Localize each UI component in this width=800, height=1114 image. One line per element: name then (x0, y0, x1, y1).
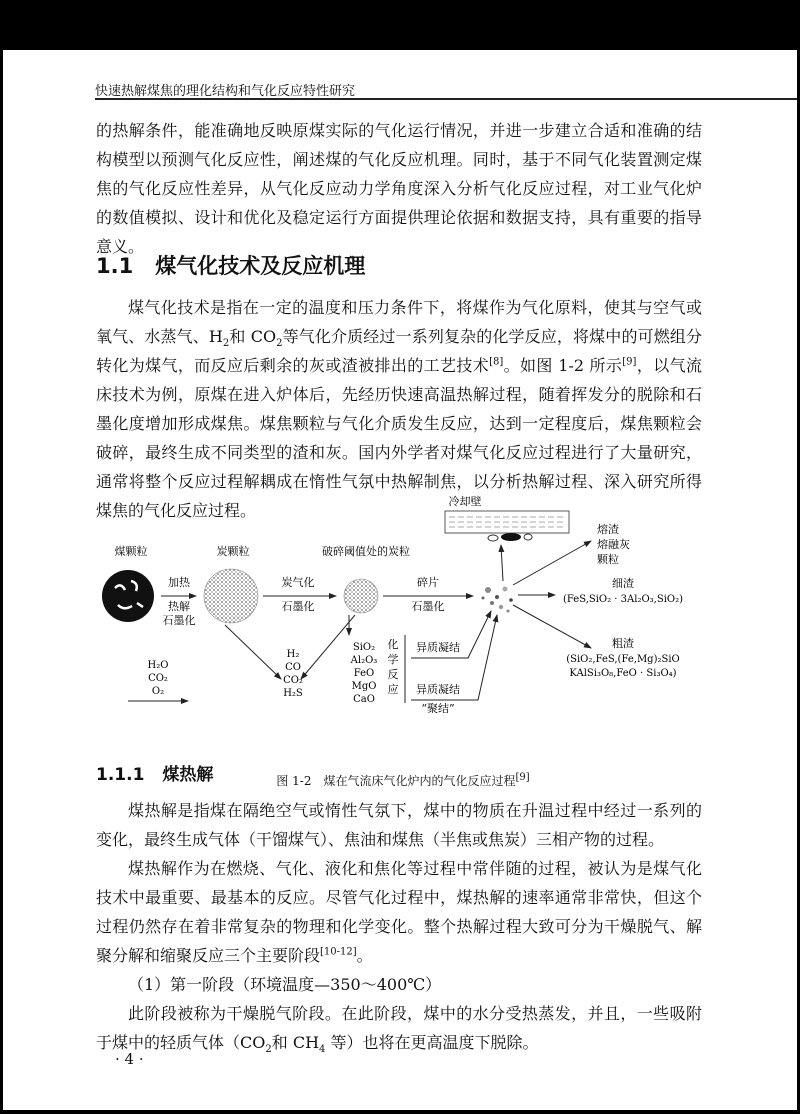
stage-paragraph: 此阶段被称为干燥脱气阶段。在此阶段，煤中的水分受热蒸发，并且，一些吸附于煤中的轻质气体（$CO_2$和 $CH_4$ 等）也将在更高温度下脱除。 (96, 1004, 702, 1056)
book-page (3, 50, 797, 1110)
citation: [8] (489, 356, 504, 368)
svg-text:H₂O: H₂O (147, 660, 169, 671)
svg-text:石墨化: 石墨化 (411, 600, 445, 613)
slag-label-3: 颗粒 (597, 553, 619, 566)
fragments (482, 587, 513, 613)
gas-products (283, 649, 303, 699)
broken-char-particle (344, 579, 378, 613)
svg-text:石墨化: 石墨化 (162, 614, 196, 627)
header-rule (95, 98, 797, 100)
svg-text:(FeS,SiO₂ · 3Al₂O₃,SiO₂): (FeS,SiO₂ · 3Al₂O₃,SiO₂) (562, 594, 684, 605)
svg-text:细渣: 细渣 (612, 577, 634, 590)
svg-text:化: 化 (387, 638, 399, 651)
gasifying-agents (148, 660, 169, 697)
char-particle (204, 569, 258, 623)
section-title: 煤气化技术及反应机理 (155, 254, 366, 278)
svg-text:异质凝结: 异质凝结 (416, 641, 460, 654)
section-heading (96, 250, 365, 280)
stage-item: （1）第一阶段（环境温度—350～400℃） (128, 975, 442, 994)
subsection-heading (96, 760, 213, 785)
svg-text:CO₂: CO₂ (148, 673, 168, 684)
chem-reaction-label (388, 637, 399, 696)
svg-text:热解: 热解 (168, 600, 190, 613)
subsection-number: 1.1.1 (96, 765, 145, 785)
char-particle-label: 炭颗粒 (216, 545, 250, 558)
slag-label-2: 熔融灰 (597, 538, 630, 551)
svg-text:CO₂: CO₂ (283, 675, 303, 686)
svg-text:H₂S: H₂S (283, 688, 303, 699)
svg-text:MgO: MgO (351, 681, 377, 692)
intro-paragraph: 的热解条件，能准确地反映原煤实际的气化运行情况，并进一步建立合适和准确的结构模型以预测气化反应性，阐述煤的气化反应机理。同时，基于不同气化装置测定煤焦的气化反应性差异，从气化反应动力学角度深入分析气化反应过程，对工业气化炉的数值模拟、设计和优化及稳定运行方面提供理论依据和数据支持，具有重要的指导意义。 (96, 121, 702, 256)
svg-text:粗渣: 粗渣 (612, 637, 634, 650)
svg-text:SiO₂: SiO₂ (352, 642, 376, 653)
svg-text:石墨化: 石墨化 (281, 600, 315, 613)
citation: [10-12] (320, 946, 357, 958)
broken-char-label: 破碎阈值处的炭粒 (322, 545, 410, 558)
svg-text:FeO: FeO (353, 668, 375, 679)
pyrolysis-paragraph-2: 煤热解作为在燃烧、气化、液化和焦化等过程中常伴随的过程，被认为是煤气化技术中最重要、最基本的反应。尽管气化过程中，煤热解的速率通常非常快，但这个过程仍然存在着非常复杂的物理和化学变化。整个热解过程大致可分为干燥脱气、解聚分解和缩聚反应三个主要阶段[10-12]。 (96, 859, 702, 965)
svg-text:KAlSi₃O₈,FeO · Si₃O₄): KAlSi₃O₈,FeO · Si₃O₄) (569, 668, 677, 679)
section-number: 1.1 (96, 254, 134, 278)
cooling-wall-label: 冷却壁 (448, 495, 482, 508)
subsection-title: 煤热解 (162, 765, 214, 785)
svg-text:应: 应 (387, 683, 399, 696)
figure-caption: 图 1-2 煤在气流床气化炉内的气化反应过程[9] (276, 772, 530, 788)
citation: [9] (622, 356, 637, 368)
svg-text:加热: 加热 (168, 576, 190, 589)
svg-text:“聚结”: “聚结” (421, 702, 455, 713)
svg-text:异质凝结: 异质凝结 (416, 683, 460, 696)
svg-text:CaO: CaO (353, 694, 375, 705)
svg-text:(SiO₂,FeS,(Fe,Mg)₂SiO: (SiO₂,FeS,(Fe,Mg)₂SiO (566, 654, 680, 665)
svg-text:H₂: H₂ (286, 649, 300, 660)
gasification-process-figure (93, 493, 703, 713)
svg-text:炭气化: 炭气化 (281, 576, 315, 589)
slag-drop (501, 533, 521, 541)
svg-text:反: 反 (387, 668, 399, 681)
running-head: 快速热解煤焦的理化结构和气化反应特性研究 (95, 84, 356, 99)
svg-text:Al₂O₃: Al₂O₃ (350, 655, 378, 666)
mineral-list (350, 642, 378, 705)
svg-text:学: 学 (387, 653, 399, 666)
svg-text:碎片: 碎片 (417, 576, 439, 589)
coal-particle-label: 煤颗粒 (114, 545, 148, 558)
page-number: · 4 · (115, 1050, 144, 1068)
coal-particle (102, 570, 154, 622)
section-paragraph: 煤气化技术是指在一定的温度和压力条件下，将煤作为气化原料，使其与空气或氧气、水蒸气、$H_2$和 $CO_2$等气化介质经过一系列复杂的化学反应，将煤中的可燃组分转化为煤气，而反应后剩余的灰或渣被排出的工艺技术[8]。如图 1-2 所示[9]，以气流床技术为例，原煤在进入炉体后，先经历快速高温热解过程，随着挥发分的脱除和石墨化度增加形成煤焦。煤焦颗粒与气化介质发生反应，达到一定程度后，煤焦颗粒会破碎，最终生成不同类型的渣和灰。国内外学者对煤气化反应过程进行了大量研究，通常将整个反应过程解耦成在惰性气氛中热解制焦，以分析热解过程、深入研究所得煤焦的气化反应过程。 (96, 298, 702, 520)
svg-text:O₂: O₂ (151, 686, 165, 697)
pyrolysis-paragraph-1: 煤热解是指煤在隔绝空气或惰性气氛下，煤中的物质在升温过程中经过一系列的变化，最终生成气体（干馏煤气）、焦油和煤焦（半焦或焦炭）三相产物的过程。 (96, 801, 702, 849)
svg-text:CO: CO (285, 662, 301, 673)
slag-label-1: 熔渣 (597, 523, 619, 536)
